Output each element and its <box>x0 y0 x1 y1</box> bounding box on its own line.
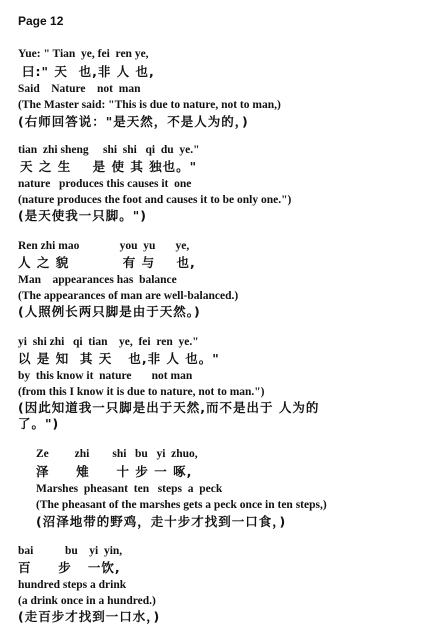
page-number: Page 12 <box>18 14 64 28</box>
hanzi-line: 泽 雉 十 步 一 啄, <box>36 464 193 479</box>
english-line: (The pheasant of the marshes gets a peck once in ten steps,) <box>36 499 327 511</box>
chinese-translation-line-continued: 了。") <box>18 416 60 431</box>
gloss-line: Said Nature not man <box>18 83 141 95</box>
english-line: (The appearances of man are well-balanced.) <box>18 290 239 302</box>
chinese-translation-line: (因此知道我一只脚是出于天然,而不是出于 人为的 <box>18 400 320 415</box>
pinyin-line: tian zhi sheng shi shi qi du ye." <box>18 144 200 156</box>
english-line: (from this I know it is due to nature, not to man.") <box>18 386 265 398</box>
chinese-translation-line: (沼泽地带的野鸡，走十步才找到一口食，) <box>36 514 287 529</box>
pinyin-line: bai bu yi yin, <box>18 545 123 557</box>
hanzi-line: 以 是 知 其 天 也,非 人 也。" <box>18 351 220 366</box>
gloss-line: Man appearances has balance <box>18 274 177 286</box>
gloss-line: nature produces this causes it one <box>18 178 192 190</box>
hanzi-line: 曰:" 天 也,非 人 也, <box>22 64 155 79</box>
gloss-line: hundred steps a drink <box>18 579 127 591</box>
chinese-translation-line: (人照例长两只脚是由于天然。) <box>18 304 201 319</box>
english-line: (nature produces the foot and causes it to be only one.") <box>18 194 292 206</box>
english-line: (The Master said: "This is due to nature, not to man,) <box>18 99 281 111</box>
chinese-translation-line: (是天使我一只脚。") <box>18 208 147 223</box>
gloss-line: by this know it nature not man <box>18 370 193 382</box>
pinyin-line: Ze zhi shi bu yi zhuo, <box>36 448 198 460</box>
gloss-line: Marshes pheasant ten steps a peck <box>36 483 223 495</box>
chinese-translation-line: (走百步才找到一口水，) <box>18 609 161 624</box>
pinyin-line: Ren zhi mao you yu ye, <box>18 240 190 252</box>
chinese-translation-line: (右师回答说："是天然，不是人为的，) <box>18 114 249 129</box>
pinyin-line: Yue: " Tian ye, fei ren ye, <box>18 48 149 60</box>
pinyin-line: yi shi zhi qi tian ye, fei ren ye." <box>18 336 199 348</box>
hanzi-line: 百 步 一饮, <box>18 560 121 575</box>
hanzi-line: 人 之 貌 有 与 也, <box>18 255 196 270</box>
hanzi-line: 天 之 生 是 使 其 独也。" <box>20 159 198 174</box>
english-line: (a drink once in a hundred.) <box>18 595 156 607</box>
